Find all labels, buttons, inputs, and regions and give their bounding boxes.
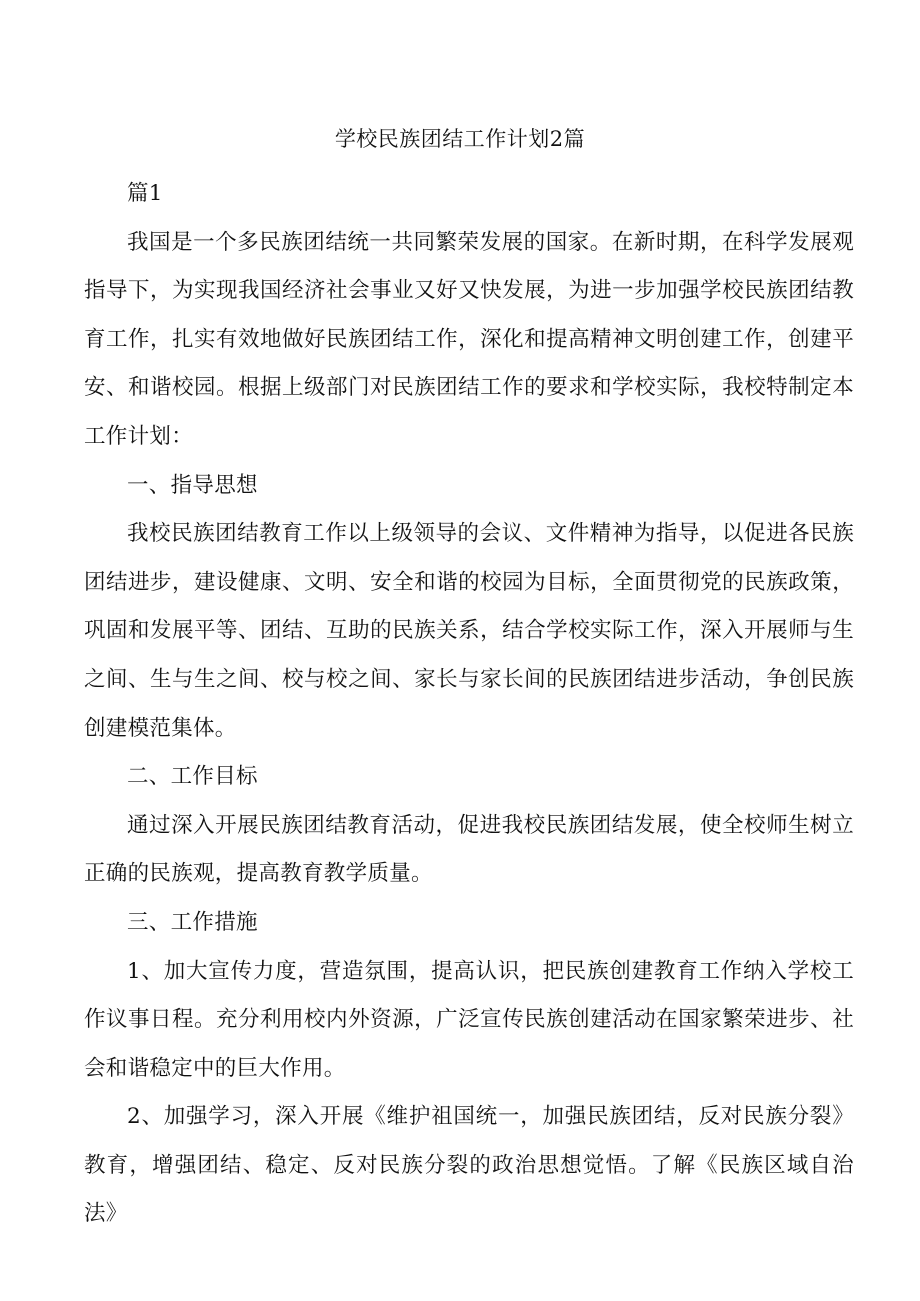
- document-body: [84, 170, 854, 1239]
- measure-item-1: 1、加大宣传力度，营造氛围，提高认识，把民族创建教育工作纳入学校工作议事日程。充分利用校内外资源，广泛宣传民族创建活动在国家繁荣进步、社会和谐稳定中的巨大作用。: [84, 958, 854, 1081]
- paragraph-work-goals: 通过深入开展民族团结教育活动，促进我校民族团结发展，使全校师生树立正确的民族观，提高教育教学质量。: [84, 812, 854, 887]
- measure-item-2: 2、加强学习，深入开展《维护祖国统一，加强民族团结，反对民族分裂》教育，增强团结、稳定、反对民族分裂的政治思想觉悟。了解《民族区域自治法》: [84, 1104, 854, 1227]
- heading-work-goals: 二、工作目标: [127, 764, 258, 790]
- paragraph-guiding-ideology: 我校民族团结教育工作以上级领导的会议、文件精神为指导，以促进各民族团结进步，建设健康、文明、安全和谐的校园为目标，全面贯彻党的民族政策，巩固和发展平等、团结、互助的民族关系，结合学校实际工作，深入开展师与生之间、生与生之间、校与校之间、家长与家长间的民族团结进步活动，争创民族创建模范集体。: [84, 521, 854, 741]
- intro-paragraph: 我国是一个多民族团结统一共同繁荣发展的国家。在新时期，在科学发展观指导下，为实现我国经济社会事业又好又快发展，为进一步加强学校民族团结教育工作，扎实有效地做好民族团结工作，深化和提高精神文明创建工作，创建平安、和谐校园。根据上级部门对民族团结工作的要求和学校实际，我校特制定本工作计划：: [84, 229, 854, 449]
- heading-guiding-ideology: 一、指导思想: [127, 472, 258, 498]
- document-title: 学校民族团结工作计划2篇: [334, 127, 586, 151]
- heading-work-measures: 三、工作措施: [127, 909, 258, 935]
- section-label-part-1: 篇1: [127, 181, 163, 206]
